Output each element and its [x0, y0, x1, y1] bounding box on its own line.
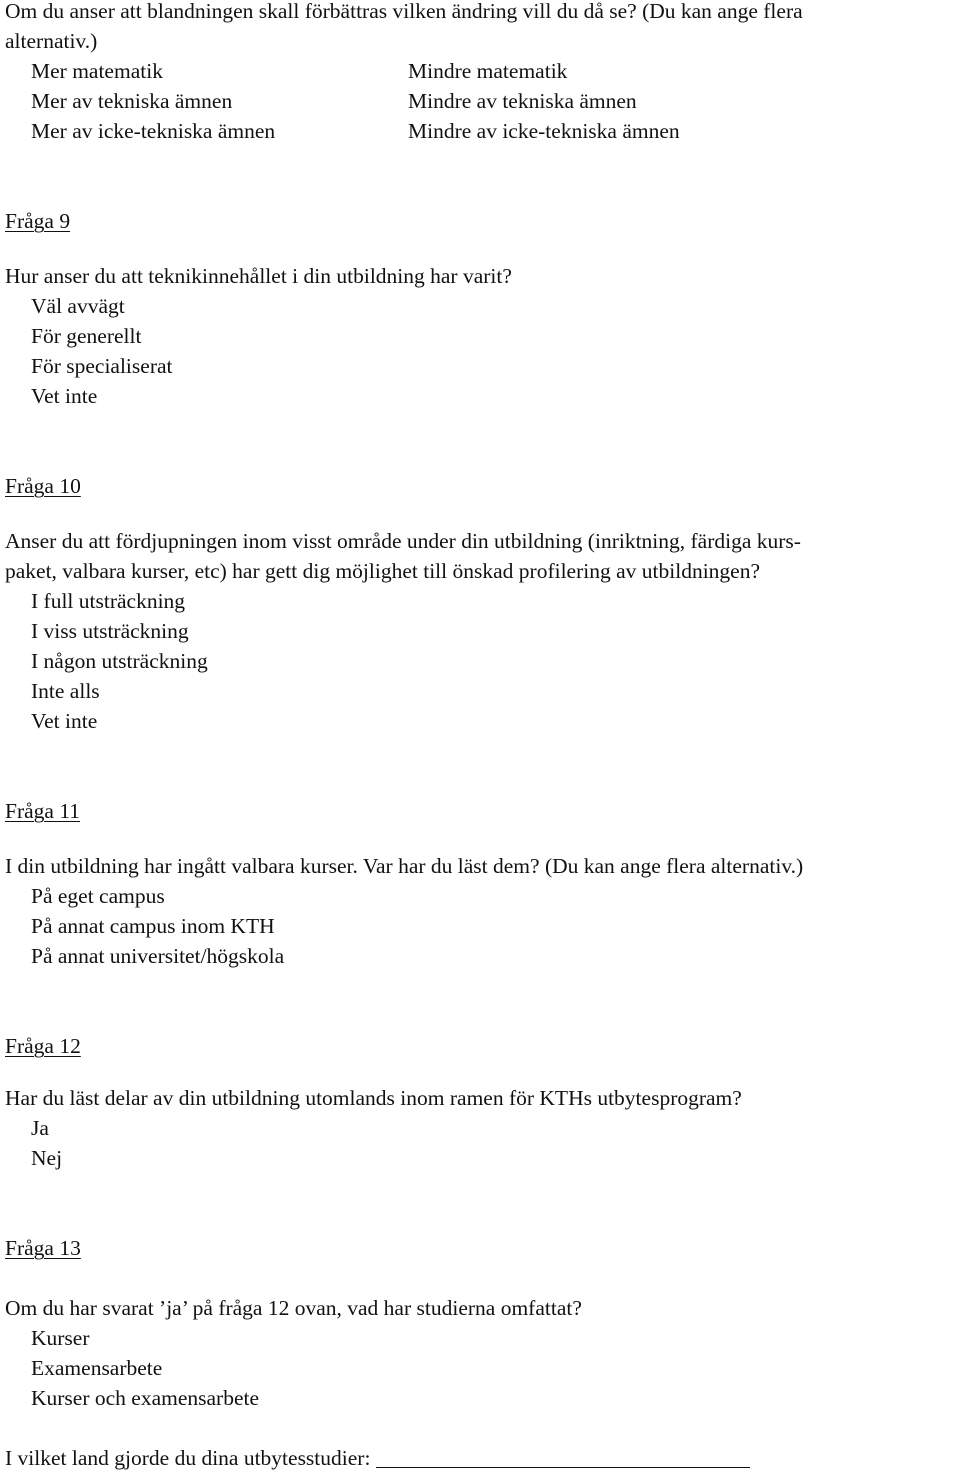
- country-answer-line[interactable]: [376, 1467, 750, 1468]
- q9-option: Vet inte: [31, 384, 98, 408]
- q13-option: Kurser: [31, 1326, 90, 1350]
- q12-heading: Fråga 12: [5, 1034, 81, 1058]
- q9-option: Väl avvägt: [31, 294, 125, 318]
- q9-heading: Fråga 9: [5, 209, 71, 233]
- q12-option-no: Nej: [31, 1146, 63, 1170]
- q9-prompt: Hur anser du att teknikinnehållet i din utbildning har varit?: [5, 264, 512, 288]
- q13-prompt: Om du har svarat ’ja’ på fråga 12 ovan, vad har studierna omfattat?: [5, 1296, 582, 1320]
- q10-option: Vet inte: [31, 709, 98, 733]
- q12-option-yes: Ja: [31, 1116, 49, 1140]
- q13-option: Examensarbete: [31, 1356, 163, 1380]
- q9-option: För generellt: [31, 324, 142, 348]
- q8-option-less-technical: Mindre av tekniska ämnen: [408, 89, 637, 113]
- q13-country-label: I vilket land gjorde du dina utbytesstudier:: [5, 1446, 371, 1470]
- q8-option-more-nontechnical: Mer av icke-tekniska ämnen: [31, 119, 276, 143]
- q11-option: På eget campus: [31, 884, 165, 908]
- q8-option-more-math: Mer matematik: [31, 59, 163, 83]
- q8-option-less-math: Mindre matematik: [408, 59, 568, 83]
- q13-country-row: [5, 1443, 750, 1473]
- q10-prompt-line2: paket, valbara kurser, etc) har gett dig möjlighet till önskad profilering av utbildningen?: [5, 559, 760, 583]
- q10-prompt-line1: Anser du att fördjupningen inom visst område under din utbildning (inriktning, färdiga kurs-: [5, 529, 801, 553]
- q8-prompt-line1: Om du anser att blandningen skall förbättras vilken ändring vill du då se? (Du kan ange flera: [5, 0, 803, 23]
- q8-option-less-nontechnical: Mindre av icke-tekniska ämnen: [408, 119, 680, 143]
- q8-option-more-technical: Mer av tekniska ämnen: [31, 89, 233, 113]
- q13-option: Kurser och examensarbete: [31, 1386, 260, 1410]
- q10-option: I full utsträckning: [31, 589, 186, 613]
- q11-option: På annat universitet/högskola: [31, 944, 285, 968]
- q11-heading: Fråga 11: [5, 799, 81, 823]
- q13-heading: Fråga 13: [5, 1236, 81, 1260]
- q10-option: I viss utsträckning: [31, 619, 189, 643]
- q11-option: På annat campus inom KTH: [31, 914, 275, 938]
- q10-option: Inte alls: [31, 679, 100, 703]
- q10-heading: Fråga 10: [5, 474, 81, 498]
- q12-prompt: Har du läst delar av din utbildning utomlands inom ramen för KTHs utbytesprogram?: [5, 1086, 742, 1110]
- q8-prompt-line2: alternativ.): [5, 29, 98, 53]
- q9-option: För specialiserat: [31, 354, 173, 378]
- q11-prompt: I din utbildning har ingått valbara kurser. Var har du läst dem? (Du kan ange flera alternativ.): [5, 854, 804, 878]
- q10-option: I någon utsträckning: [31, 649, 208, 673]
